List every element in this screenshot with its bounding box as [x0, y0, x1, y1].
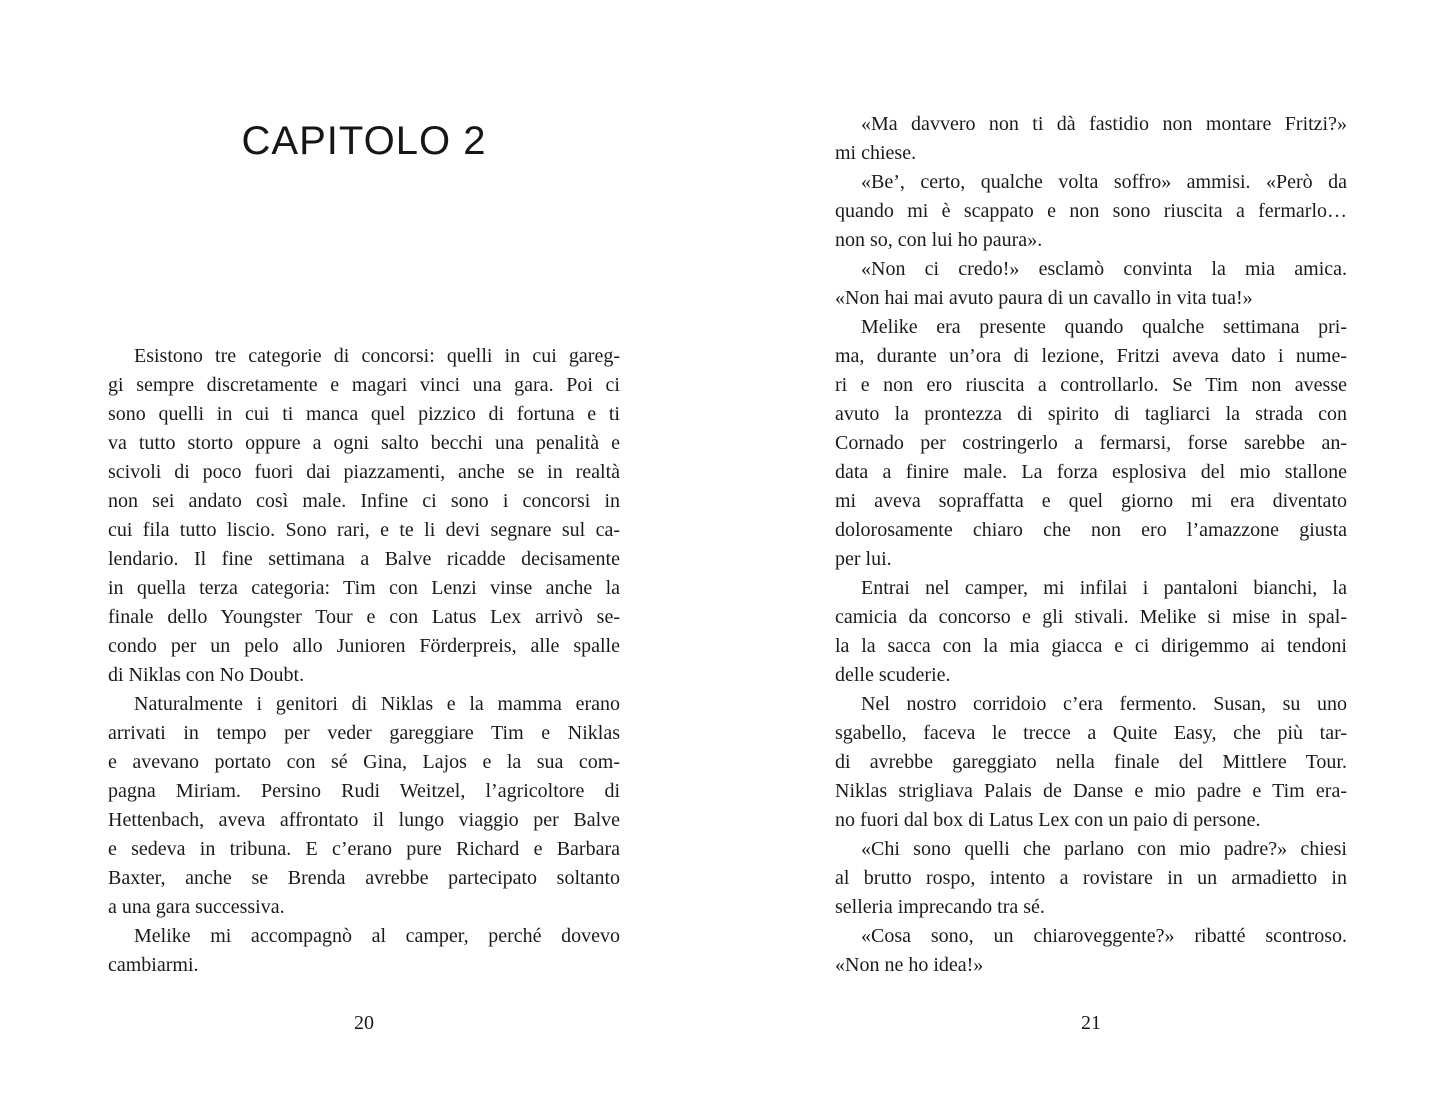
text-line: va tutto storto oppure a ogni salto becchi una penalità e [108, 432, 620, 454]
text-line: delle scuderie. [835, 664, 951, 686]
text-line: «Chi sono quelli che parlano con mio padre?» chiesi [861, 838, 1347, 860]
text-line: condo per un pelo allo Junioren Förderpreis, alle spalle [108, 635, 620, 657]
text-line: mi chiese. [835, 142, 917, 164]
text-line: di Niklas con No Doubt. [108, 664, 305, 686]
text-line: al brutto rospo, intento a rovistare in un armadietto in [835, 867, 1347, 889]
text-line: finale dello Youngster Tour e con Latus Lex arrivò se- [108, 606, 620, 628]
text-line: lendario. Il fine settimana a Balve ricadde decisamente [108, 548, 620, 570]
text-line: no fuori dal box di Latus Lex con un paio di persone. [835, 809, 1261, 831]
text-line: cambiarmi. [108, 954, 199, 976]
page-number-left: 20 [354, 1012, 374, 1034]
text-line: scivoli di poco fuori dai piazzamenti, anche se in realtà [108, 461, 620, 483]
text-line: dolorosamente chiaro che non ero l’amazzone giusta [835, 519, 1347, 541]
text-line: «Ma davvero non ti dà fastidio non montare Fritzi?» [861, 113, 1347, 135]
text-line: non so, con lui ho paura». [835, 229, 1043, 251]
text-line: Naturalmente i genitori di Niklas e la mamma erano [134, 693, 620, 715]
text-line: Hettenbach, aveva affrontato il lungo viaggio per Balve [108, 809, 620, 831]
text-line: quando mi è scappato e non sono riuscita a fermarlo… [835, 200, 1347, 222]
text-line: la la sacca con la mia giacca e ci dirigemmo ai tendoni [835, 635, 1347, 657]
text-line: Cornado per costringerlo a fermarsi, forse sarebbe an- [835, 432, 1347, 454]
text-line: e sedeva in tribuna. E c’erano pure Richard e Barbara [108, 838, 620, 860]
text-line: sono quelli in cui ti manca quel pizzico di fortuna e ti [108, 403, 620, 425]
text-line: «Be’, certo, qualche volta soffro» ammisi. «Però da [861, 171, 1347, 193]
text-line: cui fila tutto liscio. Sono rari, e te li devi segnare sul ca- [108, 519, 620, 541]
text-line: Esistono tre categorie di concorsi: quelli in cui gareg- [134, 345, 620, 367]
text-line: Melike era presente quando qualche settimana pri- [861, 316, 1347, 338]
chapter-title: CAPITOLO 2 [241, 119, 487, 163]
text-line: mi aveva sopraffatta e quel giorno mi era diventato [835, 490, 1347, 512]
text-line: a una gara successiva. [108, 896, 285, 918]
text-line: Entrai nel camper, mi infilai i pantaloni bianchi, la [861, 577, 1347, 599]
text-line: «Non hai mai avuto paura di un cavallo in vita tua!» [835, 287, 1253, 309]
text-line: pagna Miriam. Persino Rudi Weitzel, l’agricoltore di [108, 780, 620, 802]
text-line: camicia da concorso e gli stivali. Melike si mise in spal- [835, 606, 1347, 628]
text-line: non sei andato così male. Infine ci sono i concorsi in [108, 490, 620, 512]
page-right [835, 0, 1347, 1110]
page-left-body [108, 342, 620, 980]
text-line: Nel nostro corridoio c’era fermento. Susan, su uno [861, 693, 1347, 715]
text-line: Melike mi accompagnò al camper, perché dovevo [134, 925, 620, 947]
text-line: «Non ne ho idea!» [835, 954, 984, 976]
text-line: Niklas strigliava Palais de Danse e mio padre e Tim era- [835, 780, 1347, 802]
page-right-body [835, 110, 1347, 980]
text-line: sgabello, faceva le trecce a Quite Easy, che più tar- [835, 722, 1347, 744]
text-line: in quella terza categoria: Tim con Lenzi vinse anche la [108, 577, 620, 599]
text-line: gi sempre discretamente e magari vinci una gara. Poi ci [108, 374, 620, 396]
text-line: per lui. [835, 548, 892, 570]
text-line: ma, durante un’ora di lezione, Fritzi aveva dato i nume- [835, 345, 1347, 367]
text-line: «Non ci credo!» esclamò convinta la mia amica. [861, 258, 1347, 280]
text-line: e avevano portato con sé Gina, Lajos e la sua com- [108, 751, 620, 773]
text-line: data a finire male. La forza esplosiva del mio stallone [835, 461, 1347, 483]
text-line: ri e non ero riuscita a controllarlo. Se Tim non avesse [835, 374, 1347, 396]
page-left [108, 0, 620, 1110]
page-number-right: 21 [1081, 1012, 1101, 1034]
text-line: «Cosa sono, un chiaroveggente?» ribatté scontroso. [861, 925, 1347, 947]
text-line: selleria imprecando tra sé. [835, 896, 1045, 918]
text-line: arrivati in tempo per veder gareggiare Tim e Niklas [108, 722, 620, 744]
text-line: Baxter, anche se Brenda avrebbe partecipato soltanto [108, 867, 620, 889]
text-line: avuto la prontezza di spirito di tagliarci la strada con [835, 403, 1347, 425]
text-line: di avrebbe gareggiato nella finale del Mittlere Tour. [835, 751, 1347, 773]
